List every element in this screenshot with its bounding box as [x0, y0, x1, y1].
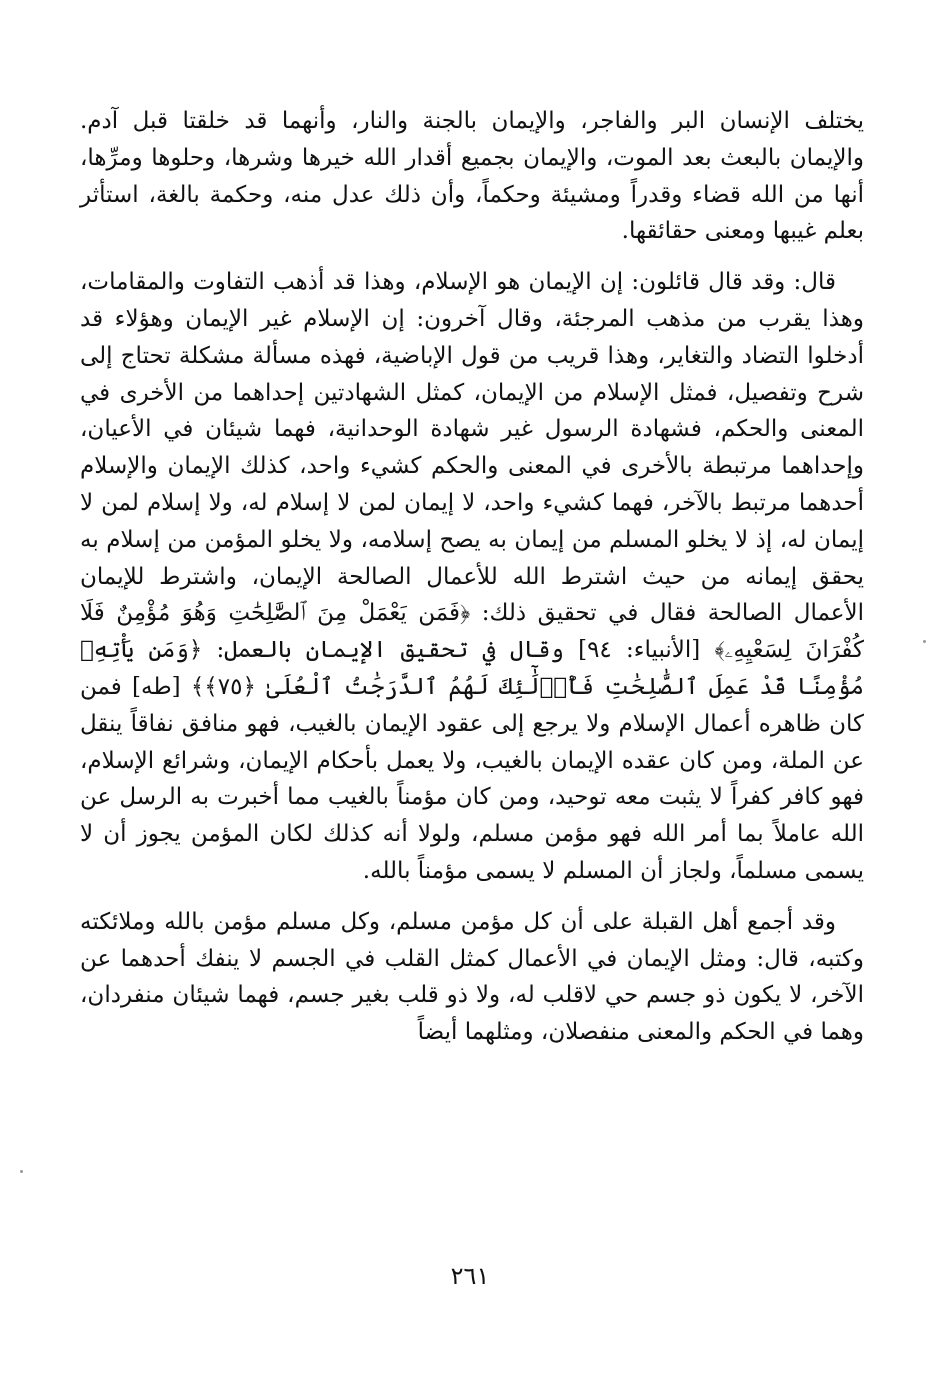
paragraph-3: وقد أجمع أهل القبلة على أن كل مؤمن مسلم، وكل مسلم مؤمن بالله وملائكته وكتبه، قال: ومثل الإيمان في الأعمال كمثل القلب في الجسم لا ينفك أحدهما عن الآخر، لا يكون ذو جسم حي لاقلب له، ولا ذو قلب بغير جسم، فهما شيئان منفردان، وهما في الحكم والمعنى منفصلان، ومثلهما أيضاً	[80, 908, 864, 1046]
page-number: ٢٦١	[450, 1262, 490, 1290]
paragraph-1: يختلف الإنسان البر والفاجر، والإيمان بالجنة والنار، وأنهما قد خلقتا قبل آدم. والإيمان بالبعث بعد الموت، والإيمان بجميع أقدار الله خيرها وشرها، وحلوها ومرِّها، أنها من الله قضاء وقدراً ومشيئة وحكماً، وأن ذلك عدل منه، وحكمة بالغة، استأثر بعلم غيبها ومعنى حقائقها.	[80, 108, 864, 245]
margin-speck	[20, 1170, 23, 1173]
margin-speck	[923, 640, 926, 643]
paragraph-2: قال: وقد قال قائلون: إن الإيمان هو الإسلام، وهذا قد أذهب التفاوت والمقامات، وهذا يقرب من مذهب المرجئة، وقال آخرون: إن الإسلام غير الإيمان وهؤلاء قد أدخلوا التضاد والتغاير، وهذا قريب من قول الإباضية، فهذه مسألة مشكلة تحتاج إلى شرح وتفصيل، فمثل الإسلام من الإيمان، كمثل الشهادتين إحداهما من الأخرى في المعنى والحكم، فشهادة الرسول غير شهادة الوحدانية، فهما شيئان في الأعيان، وإحداهما مرتبطة بالأخرى في المعنى والحكم كشيء واحد، كذلك الإيمان والإسلام أحدهما مرتبط بالآخر، فهما كشيء واحد، لا إيمان لمن لا إسلام له، ولا إسلام لمن لا إيمان له، إذ لا يخلو المسلم من إيمان به يصح إسلامه، ولا يخلو المؤمن من إسلام به يحقق إيمانه من حيث اشترط الله للأعمال الصالحة الإيمان، واشترط للإيمان الأعمال الصالحة فقال في تحقيق ذلك: ﴿فَمَن يَعْمَلْ مِنَ ٱلصَّٰلِحَٰتِ وَهُوَ مُؤْمِنٌ فَلَا كُفْرَانَ لِسَعْيِهِۦ﴾ [الأنبياء: ٩٤] وقال في تحقيق الإيمان بالعمل: ﴿وَمَن يَأْتِهِۦ مُؤْمِنًا قَدْ عَمِلَ ٱلصَّٰلِحَٰتِ فَأُو۟لَٰٓئِكَ لَهُمُ ٱلدَّرَجَٰتُ ٱلْعُلَىٰ ﴿٧٥﴾﴾ [طه] فمن كان ظاهره أعمال الإسلام ولا يرجع إلى عقود الإيمان بالغيب، فهو منافق نفاقاً ينقل عن الملة، ومن كان عقده الإيمان بالغيب، ولا يعمل بأحكام الإيمان، وشرائع الإسلام، فهو كافر كفراً لا يثبت معه توحيد، ومن كان مؤمناً بالغيب مما أخبرت به الرسل عن الله عاملاً بما أمر الله فهو مؤمن مسلم، ولولا أنه كذلك لكان المؤمن يجوز أن لا يسمى مسلماً، ولجاز أن المسلم لا يسمى مؤمناً بالله.	[80, 269, 864, 884]
body-text	[80, 103, 864, 1065]
